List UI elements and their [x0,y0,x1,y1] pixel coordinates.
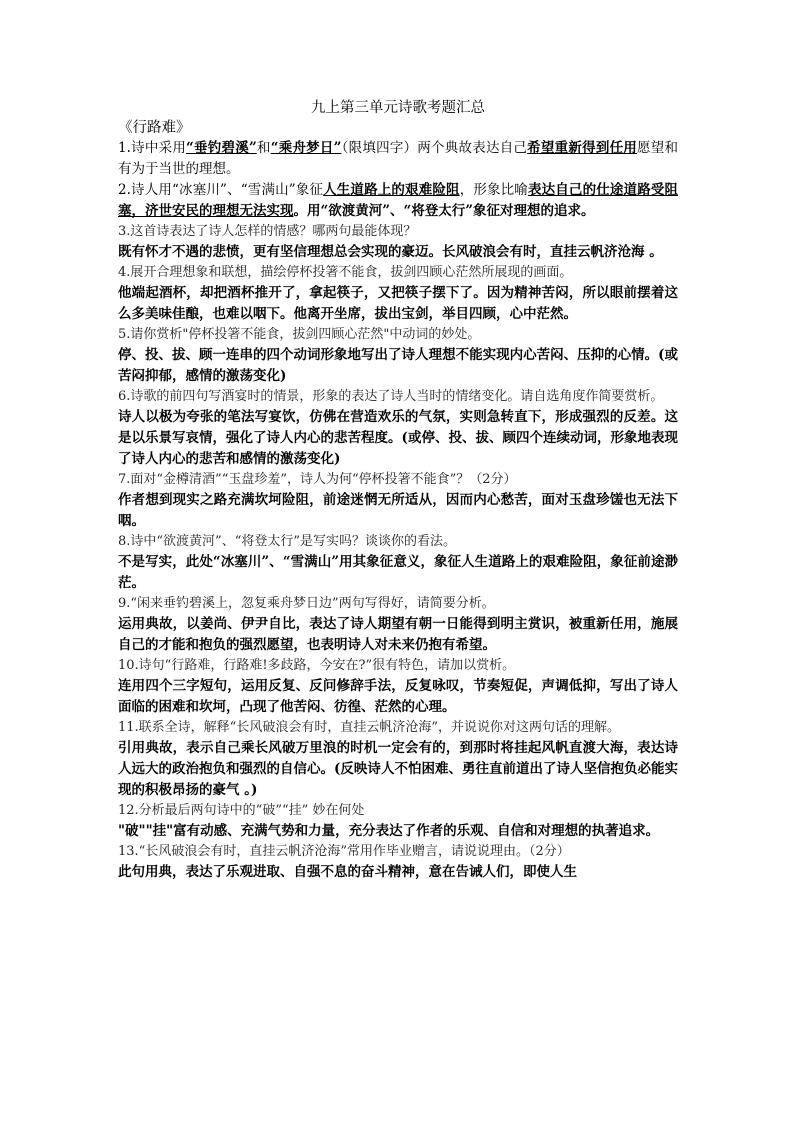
q1-text: 愿望和有为于当世的理想。 [118,140,679,177]
question-text: 13.“长风破浪会有时，直挂云帆济沧海”常用作毕业赠言，请说说理由。（2分） [118,844,570,859]
answer-text: 停、投、拔、顾一连串的四个动词形象地写出了诗人理想不能实现内心苦闷、压抑的心情。(或苦闷抑郁，感情的激荡变化) [118,347,678,384]
question-text: 11.联系全诗，解释“长风破浪会有时，直挂云帆济沧海”，并说说你对这两句话的理解。 [118,720,620,735]
q2-answer-1: 人生道路上的艰难险阻 [323,182,460,198]
page-title: 九上第三单元诗歌考题汇总 [311,100,485,116]
q1-text: 和 [256,140,271,156]
answer-text: 诗人以极为夸张的笔法写宴饮，仿佛在营造欢乐的气氛，实则急转直下，形成强烈的反差。这是以乐景写哀情，强化了诗人内心的悲苦程度。(或停、投、拔、顾四个连续动词，形象地表现了诗人内心的悲苦和感情的激荡变化) [118,409,678,467]
question-text: 12.分析最后两句诗中的“破”“挂” 妙在何处 [118,803,365,818]
question-text: 5.请你赏析"停杯投箸不能食，拔剑四顾心茫然"中动词的妙处。 [118,327,481,342]
q2-answer-3: 。用“欲渡黄河”、“将登太行”象征对理想的追求。 [293,203,595,219]
q1-answer-1: “垂钓碧溪” [186,140,257,156]
answer-text: "破""挂"富有动感、充满气势和力量，充分表达了作者的乐观、自信和对理想的执著追求。 [118,823,660,839]
question-text: 10.诗句“行路难，行路难!多歧路，今安在?”很有特色，请加以赏析。 [118,658,516,673]
question-text: 7.面对“金樽清酒”“玉盘珍羞”，诗人为何“停杯投箸不能食”？（2分） [118,472,517,487]
q2-text: ，形象比喻 [459,182,528,198]
answer-text: 引用典故，表示自己乘长风破万里浪的时机一定会有的，到那时将挂起风帆直渡大海，表达诗人远大的政治抱负和强烈的自信心。(反映诗人不怕困难、勇往直前道出了诗人坚信抱负必能实现的积极昂扬的豪气 。) [118,740,678,798]
answer-text: 既有怀才不遇的悲愤，更有坚信理想总会实现的豪迈。长风破浪会有时，直挂云帆济沧海 。 [118,244,663,260]
document-page [118,98,678,883]
question-1 [118,138,678,180]
q1-answer-3: 希望重新得到任用 [527,140,638,156]
question-text: 4.展开合理想象和联想，描绘停杯投箸不能食，拔剑四顾心茫然所展现的画面。 [118,265,573,280]
q1-text: （限填四字）两个典故表达自己 [341,140,528,156]
answer-text: 连用四个三字短句，运用反复、反问修辞手法，反复咏叹，节奏短促，声调低抑，写出了诗人面临的困难和坎坷，凸现了他苦闷、彷徨、茫然的心理。 [118,678,678,715]
question-text: 9.“闲来垂钓碧溪上，忽复乘舟梦日边”两句写得好，请简要分析。 [118,596,495,611]
answer-text: 运用典故，以姜尚、伊尹自比，表达了诗人期望有朝一日能得到明主赏识，被重新任用，施展自己的才能和抱负的强烈愿望，也表明诗人对未来仍抱有希望。 [118,616,678,653]
question-text: 8.诗中“欲渡黄河”、“将登太行”是写实吗？谈谈你的看法。 [118,534,456,549]
answer-text: 作者想到现实之路充满坎坷险阻，前途迷惘无所适从，因而内心愁苦，面对玉盘珍馐也无法下咽。 [118,492,678,529]
question-2 [118,180,678,222]
q2-text: 2.诗人用“冰塞川”、“雪满山”象征 [118,182,324,198]
answer-text: 他端起酒杯，却把酒杯推开了，拿起筷子，又把筷子摆下了。因为精神苦闷，所以眼前摆着这么多美味佳酿，也难以咽下。他离开坐席，拔出宝剑，举目四顾，心中茫然。 [118,285,678,322]
q1-text: 1.诗中采用 [118,140,187,156]
answer-text: 此句用典，表达了乐观进取、自强不息的奋斗精神，意在告诫人们，即使人生 [118,864,577,880]
section-heading: 《行路难》 [118,120,191,136]
question-text: 6.诗歌的前四句写酒宴时的情景，形象的表达了诗人当时的情绪变化。请自选角度作简要赏析。 [118,389,664,404]
q1-answer-2: “乘舟梦日” [270,140,342,156]
answer-text: 不是写实，此处“冰塞川”、“雪满山”用其象征意义，象征人生道路上的艰难险阻，象征前途渺茫。 [118,554,678,591]
q2-answer-2: 表达自己的仕途道路受阻塞，济世安民的理想无法实现 [118,182,679,219]
question-text: 3.这首诗表达了诗人怎样的情感？哪两句最能体现？ [118,224,417,239]
